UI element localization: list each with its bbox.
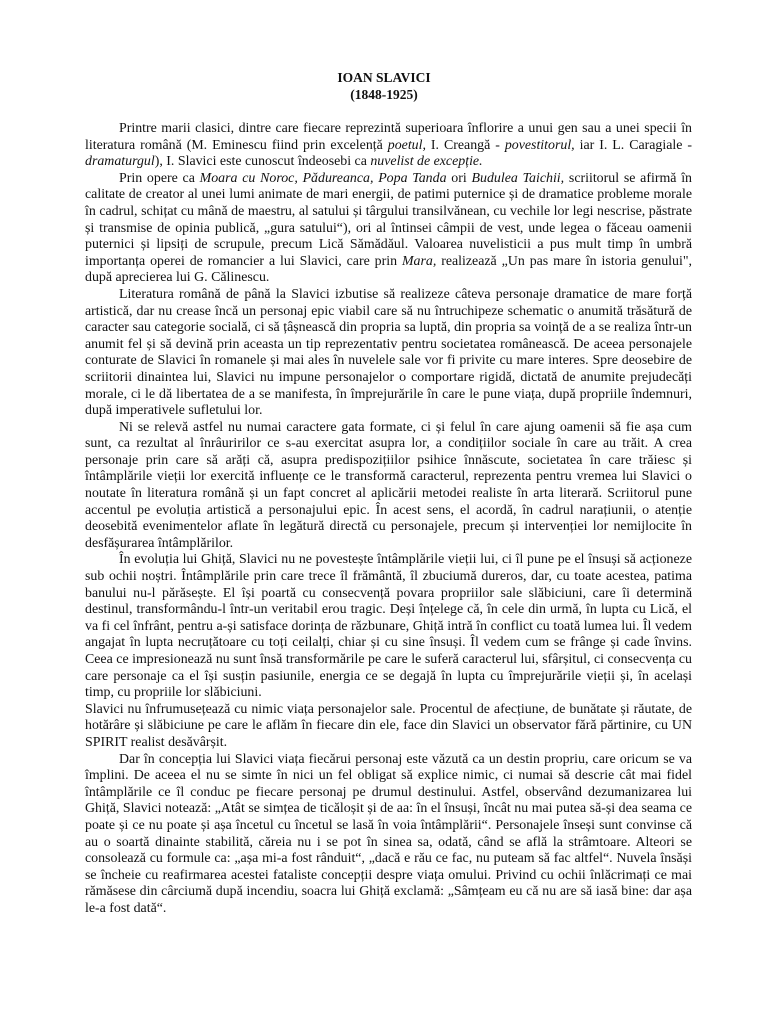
text-segment: Dar în concepția lui Slavici viața fiecărui personaj este văzută ca un destin propriu, care oricum se va împlini. De aceea el nu se simte în nici un fel obligat să explice nimic, ci numai să descrie cât mai fidel întâmplările ce îl conduc pe fiecare personaj pe drumul destinului. Astfel, observând dezumanizarea lui Ghiță, Slavici notează: „Atât se simțea de ticăloșit și de aa: în el însuși, încât nu mai putea să-și dea seama ce poate și ce nu poate și așa încetul cu încetul se lasă în voia întâmplării“. Personajele înseși sunt convinse că au o soartă dinainte stabilită, căreia nu i se pot în sinea sa, odată, când se află la strâmtoare. Alteori se consolează cu formule ca: „așa mi-a fost rânduit“, „dacă e rău ce fac, nu puteam să fac altfel“. Nuvela însăși se încheie cu reafirmarea acestei fataliste concepții despre viața omului. Privind cu ochii înlăcrimați ce mai rămăsese din cârciumă după incendiu, soacra lui Ghiță exclamă: „Sâmțeam eu că nu are să iasă bine: dar așa le-a fost dată“.	[85, 751, 692, 916]
paragraph	[85, 287, 692, 420]
text-segment: ori	[446, 170, 472, 186]
italic-text: Mara,	[401, 253, 437, 269]
text-segment: ), I. Slavici este cunoscut îndeosebi ca	[154, 154, 371, 170]
paragraph	[85, 121, 692, 171]
text-segment: iar I. L. Caragiale -	[574, 137, 692, 153]
text-segment: În evoluția lui Ghiță, Slavici nu ne povestește întâmplările vieții lui, ci îl pune pe el însuși să acționeze sub ochii noștri. Întâmplările prin care trece îl frământă, îl zbuciumă dureros, dar, cu toate acestea, patima banului nu-l părăsește. El își poartă cu consecvență povara propriilor sale slăbiciuni, care îi determină destinul, transformându-l într-un veritabil erou tragic. Deși înțelege că, în cele din urmă, în lupta cu Lică, el va fi cel înfrânt, pentru a-și satisface dorința de răzbunare, Ghiță intră în conflict cu toată lumea lui. Îl vedem angajat în lupta necruțătoare cu toți ceilalți, chiar și cu sine însuși. Îl vedem cum se frânge și cade învins. Ceea ce impresionează nu sunt însă transformările pe care le suferă caracterul lui, sfârșitul, ci consecvența cu care personaje ca el își susțin pasiunile, energia ce se degajă în lupta cu împrejurările vieții și, în același timp, cu propriile lor slăbiciuni.	[85, 552, 692, 701]
text-segment: Prin opere ca	[119, 170, 200, 186]
text-segment: Printre marii clasici, dintre care fiecare reprezintă superioara înflorire a unui gen sau a unei specii în literatura română (M. Eminescu fiind prin excelență	[85, 121, 692, 153]
italic-text: nuvelist de excepție.	[370, 154, 483, 170]
document-body	[85, 121, 692, 918]
page-title: IOAN SLAVICI	[337, 70, 431, 85]
document-header	[0, 69, 768, 103]
text-segment: Slavici nu înfrumusețează cu nimic viața personajelor sale. Procentul de afecțiune, de bunătate și răutate, de hotărâre și slăbiciune pe care le aflăm în fiecare din ele, face din Slavici un observator fără părtinire, cu UN SPIRIT realist desăvârșit.	[85, 701, 692, 750]
italic-text: povestitorul,	[504, 137, 575, 153]
text-segment: Literatura română de până la Slavici izbutise să realizeze câteva personaje dramatice de mare forță artistică, dar nu crease încă un personaj epic viabil care să nu întruchipeze schematic o anumită trăsătură de caracter sau categorie socială, ci să țâșnească din propria sa luptă, din propria sa voință de a se realiza într-un anumit fel și să devină prin aceasta un tip reprezentativ pentru societatea românească. De aceea personajele conturate de Slavici în romanele și mai ales în nuvelele sale vor fi privite cu mare interes. Spre deosebire de scriitorii dinaintea lui, Slavici nu impune personajelor o comportare rigidă, dictată de anumite prejudecăți morale, ci le dă libertatea de a se manifesta, în împrejurările în care le pune viața, după propriile îndemnuri, după imperativele sufletului lor.	[85, 286, 692, 419]
italic-text: Moara cu Noroc, Pădureanca, Popa Tanda	[199, 170, 447, 186]
paragraph	[85, 171, 692, 287]
paragraph	[85, 752, 692, 918]
paragraph	[85, 420, 692, 553]
paragraph	[85, 702, 692, 752]
text-segment: scriitorul se afirmă în calitate de creator al unei lumi animate de mari energii, de patimi puternice și de dramatice probleme morale în cadrul, schițat cu mână de maestru, al satului și târgului transilvănean, cu vechile lor legi nescrise, păstrate și transmise de opinia publică, „gura satului“), ori al întinsei câmpii de vest, unde legea o făceau oamenii puternici și lipsiți de scrupule, precum Lică Sămădăul. Valoarea nuvelisticii a pus mult timp în umbră importanța operei de romancier a lui Slavici, care prin	[85, 170, 692, 269]
text-segment: Ni se relevă astfel nu numai caractere gata formate, ci și felul în care ajung oamenii să fie așa cum sunt, ca rezultat al înrâuririlor ce s-au exercitat asupra lor, a condițiilor sociale în care au trăit. A crea personaje prin care să arăți că, asupra predispozițiilor psihice înnăscute, societatea în care trăiesc și întâmplările vieții lor exercită influențe ce le transformă caracterul, reprezenta pentru vremea lui Slavici o noutate în literatura română și un fapt concret al aplicării metodei realiste în arta literară. Scriitorul pune accentul pe evoluția artistică a personajului epic. În acest sens, el acordă, în cadrul narațiunii, o atenție deosebită evenimentelor aflate în legătură directă cu personajele, precum și intervenției lor nemijlocite în desfășurarea întâmplărilor.	[85, 419, 692, 551]
italic-text: dramaturgul	[85, 154, 155, 170]
author-years: (1848-1925)	[350, 87, 418, 102]
italic-text: poetul,	[387, 137, 426, 153]
text-segment: realizează „Un pas mare în istoria genului", după aprecierea lui G. Călinescu.	[85, 253, 692, 286]
italic-text: Budulea Taichii,	[471, 170, 565, 186]
paragraph	[85, 552, 692, 701]
text-segment: I. Creangă -	[425, 137, 505, 153]
